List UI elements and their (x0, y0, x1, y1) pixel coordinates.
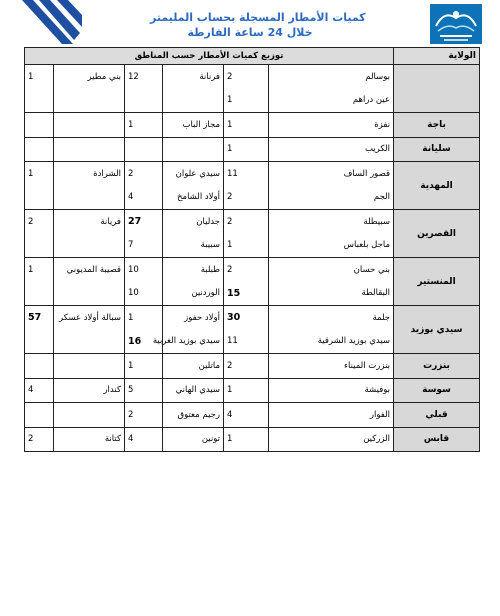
area-name: سبيبة (163, 234, 224, 258)
rain-value: 1 (25, 258, 54, 282)
table-row (25, 306, 480, 330)
rain-value (25, 137, 54, 162)
header-stripes-logo (22, 0, 82, 48)
rain-value (25, 282, 54, 306)
table-row (25, 162, 480, 186)
rain-value: 10 (125, 282, 163, 306)
governorate-name: سيدي بوزيد (394, 306, 480, 354)
area-name: البقالطة (269, 282, 394, 306)
rain-value (25, 89, 54, 113)
area-name: سيدي بوزيد الغربية (163, 330, 224, 354)
area-name: الكريب (269, 137, 394, 162)
rain-value: 2 (25, 210, 54, 234)
area-name: الوردنين (163, 282, 224, 306)
header-areas: توزيع كميات الأمطار حسب المناطق (25, 48, 394, 65)
rain-value: 11 (224, 162, 269, 186)
rain-value: 1 (125, 113, 163, 138)
governorate-name: المنستير (394, 258, 480, 306)
rain-value: 1 (125, 354, 163, 379)
area-name: كندار (54, 378, 125, 403)
rain-value: 2 (125, 403, 163, 428)
rain-value: 1 (224, 89, 269, 113)
area-name (54, 137, 125, 162)
area-name (54, 89, 125, 113)
rain-value (25, 113, 54, 138)
area-name: قصيبة المديوني (54, 258, 125, 282)
area-name: أولاد حفوز (163, 306, 224, 330)
rain-value: 1 (224, 113, 269, 138)
area-name: الزركين (269, 427, 394, 452)
area-name: تونين (163, 427, 224, 452)
rain-value: 2 (125, 162, 163, 186)
rain-value: 27 (125, 210, 163, 234)
area-name: سيدي بوزيد الشرقية (269, 330, 394, 354)
rain-value: 1 (224, 234, 269, 258)
area-name: بني مطير (54, 65, 125, 89)
area-name: فرنانة (163, 65, 224, 89)
area-name: عين دراهم (269, 89, 394, 113)
area-name: سبيطلة (269, 210, 394, 234)
governorate-name: المهدية (394, 162, 480, 210)
rain-value: 5 (125, 378, 163, 403)
rain-value: 4 (224, 403, 269, 428)
area-name: جدليان (163, 210, 224, 234)
table-row (25, 427, 480, 452)
governorate-name: قابس (394, 427, 480, 452)
rain-value (125, 89, 163, 113)
rain-value: 2 (224, 210, 269, 234)
governorate-name: سوسة (394, 378, 480, 403)
area-name: مجاز الباب (163, 113, 224, 138)
rain-value: 2 (224, 65, 269, 89)
area-name (54, 234, 125, 258)
area-name: طبلبة (163, 258, 224, 282)
rain-value: 1 (125, 306, 163, 330)
area-name (54, 282, 125, 306)
area-name (163, 137, 224, 162)
rain-value: 7 (125, 234, 163, 258)
institute-logo (430, 4, 482, 44)
area-name: سيدي علوان (163, 162, 224, 186)
area-name (54, 186, 125, 210)
rain-value: 30 (224, 306, 269, 330)
rain-value: 10 (125, 258, 163, 282)
area-name: الجم (269, 186, 394, 210)
page-title (150, 10, 366, 40)
governorate-name: القصرين (394, 210, 480, 258)
table-row (25, 113, 480, 138)
area-name (54, 403, 125, 428)
governorate-name: سليانة (394, 137, 480, 162)
governorate-name: بنزرت (394, 354, 480, 379)
area-name: جلمة (269, 306, 394, 330)
rain-value (25, 403, 54, 428)
rain-value: 1 (25, 65, 54, 89)
area-name: رجيم معتوق (163, 403, 224, 428)
table-row (25, 210, 480, 234)
area-name (54, 330, 125, 354)
table-row (25, 354, 480, 379)
rain-value: 4 (125, 427, 163, 452)
area-name: قصور الساف (269, 162, 394, 186)
rain-value: 4 (125, 186, 163, 210)
area-name (54, 354, 125, 379)
table-row (25, 258, 480, 282)
table-header-row (25, 48, 480, 65)
area-name: سيدي الهاني (163, 378, 224, 403)
area-name: كتانة (54, 427, 125, 452)
area-name: بني حسان (269, 258, 394, 282)
rain-value: 1 (224, 427, 269, 452)
title-line-2: خلال 24 ساعة الفارطة (187, 26, 313, 39)
rain-value: 57 (25, 306, 54, 330)
rain-value: 16 (125, 330, 163, 354)
governorate-name: باجة (394, 113, 480, 138)
rain-value: 2 (224, 354, 269, 379)
header-governorate: الولاية (394, 48, 480, 65)
rain-value (25, 234, 54, 258)
rain-value: 2 (25, 427, 54, 452)
area-name: ماتلين (163, 354, 224, 379)
table-row (25, 403, 480, 428)
rain-value: 1 (224, 378, 269, 403)
rain-value: 4 (25, 378, 54, 403)
title-line-1: كميات الأمطار المسجلة بحساب المليمتر (150, 11, 366, 24)
rain-value: 12 (125, 65, 163, 89)
table-row (25, 65, 480, 89)
area-name: الشرادة (54, 162, 125, 186)
area-name: نفزة (269, 113, 394, 138)
rain-value: 1 (25, 162, 54, 186)
rain-value (25, 186, 54, 210)
rain-value: 2 (224, 186, 269, 210)
governorate-name: قبلي (394, 403, 480, 428)
rain-value (125, 137, 163, 162)
rain-value: 2 (224, 258, 269, 282)
area-name: فريانة (54, 210, 125, 234)
area-name: بنزرت الميناء (269, 354, 394, 379)
table-row (25, 137, 480, 162)
rain-value: 11 (224, 330, 269, 354)
area-name: سبالة أولاد عسكر (54, 306, 125, 330)
area-name: بوسالم (269, 65, 394, 89)
rain-value (25, 354, 54, 379)
governorate-name (394, 65, 480, 113)
area-name: ماجل بلعباس (269, 234, 394, 258)
area-name: الفوار (269, 403, 394, 428)
area-name: بوفيشة (269, 378, 394, 403)
rain-value: 15 (224, 282, 269, 306)
area-name: أولاد الشامخ (163, 186, 224, 210)
area-name (54, 113, 125, 138)
area-name (163, 89, 224, 113)
rain-value: 1 (224, 137, 269, 162)
rain-value (25, 330, 54, 354)
rainfall-table (24, 47, 480, 452)
table-row (25, 378, 480, 403)
